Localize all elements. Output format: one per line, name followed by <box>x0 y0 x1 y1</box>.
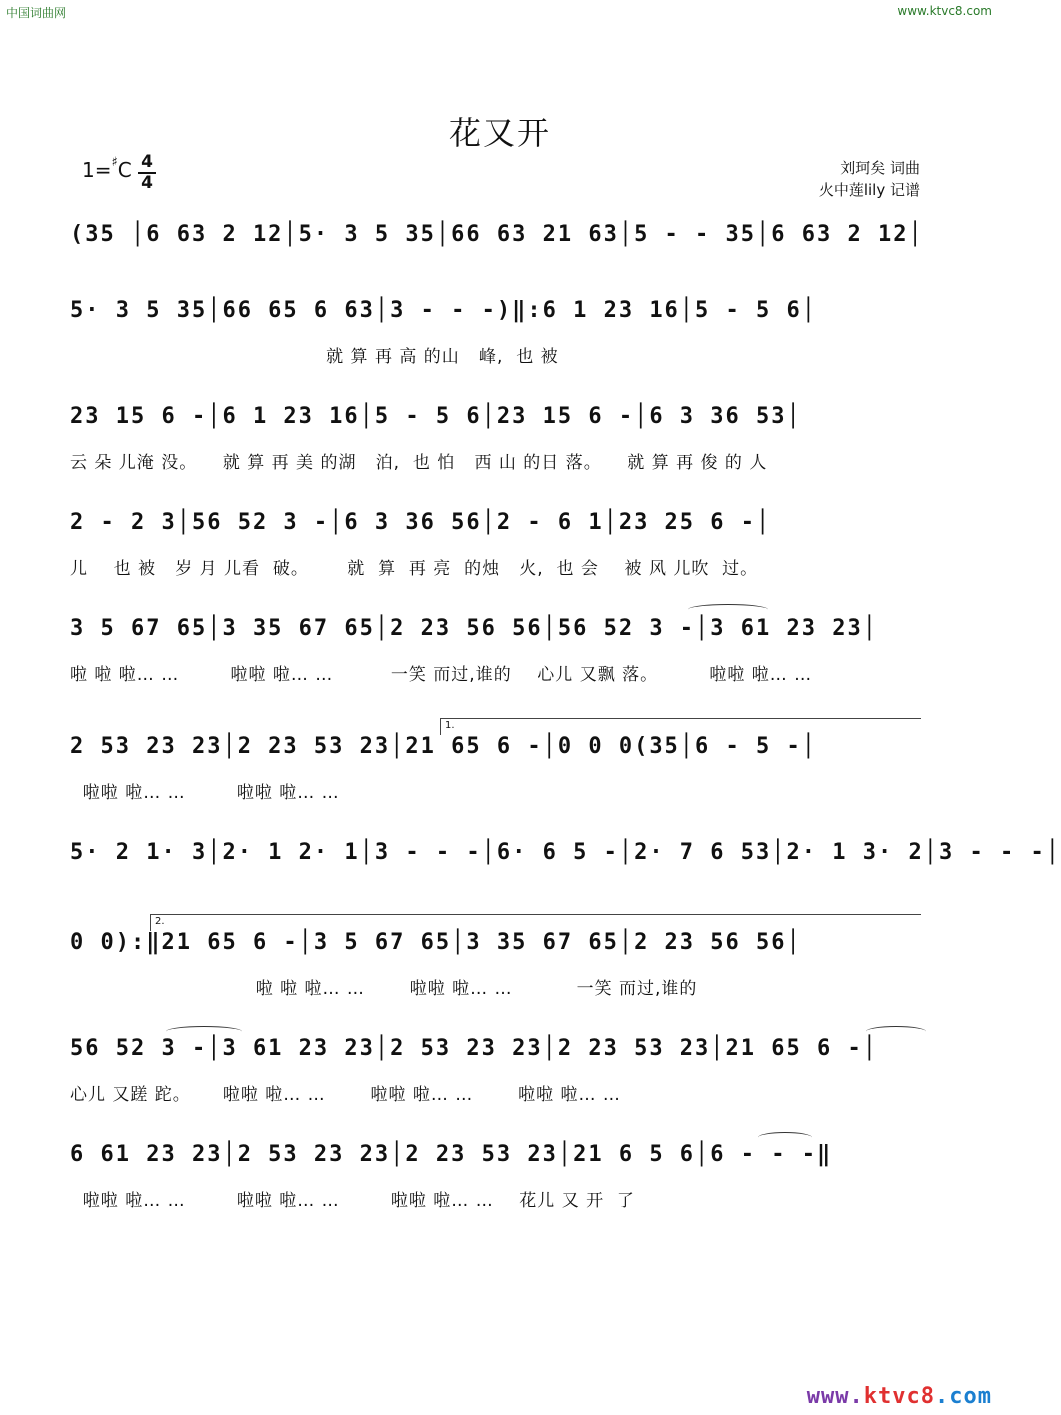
lyric-line: 儿 也 被 岁 月 儿看 破。 就 算 再 亮 的烛 火, 也 会 被 风 儿吹 过。 <box>70 559 759 579</box>
notation-line: 56 52 3 -│3 61 23 23│2 53 23 23│2 23 53 23│21 65 6 -│ <box>70 1036 878 1061</box>
key-note: C <box>117 158 132 182</box>
site-logo-bottom[interactable] <box>807 1384 992 1409</box>
credits <box>819 157 920 201</box>
tie-mark <box>688 604 768 615</box>
site-url-right[interactable]: www.ktvc8.com <box>897 4 992 18</box>
notation-line: 0 0):‖21 65 6 -│3 5 67 65│3 35 67 65│2 23 56 56│ <box>70 930 802 955</box>
lyric-line: 啦 啦 啦… … 啦啦 啦… … 一笑 而过,谁的 心儿 又飘 落。 啦啦 啦… … <box>70 665 813 685</box>
time-signature <box>138 154 156 192</box>
credit-lyrics-music: 刘珂矣 词曲 <box>840 159 920 177</box>
key-prefix: 1= <box>82 158 112 182</box>
credit-notation: 火中莲lily 记谱 <box>818 181 920 199</box>
lyric-line: 心儿 又蹉 跎。 啦啦 啦… … 啦啦 啦… … 啦啦 啦… … <box>70 1085 621 1105</box>
first-ending-label: 1. <box>445 720 455 731</box>
notation-line: 23 15 6 -│6 1 23 16│5 - 5 6│23 15 6 -│6 3 36 53│ <box>70 404 802 429</box>
notation-line: 2 53 23 23│2 23 53 23│21 65 6 -│0 0 0(35│6 - 5 -│ <box>70 734 818 759</box>
lyric-line: 云 朵 儿淹 没。 就 算 再 美 的湖 泊, 也 怕 西 山 的日 落。 就 算 再 俊 的 人 <box>70 453 768 473</box>
lyric-line: 啦 啦 啦… … 啦啦 啦… … 一笑 而过,谁的 <box>70 979 698 999</box>
song-title: 花又开 <box>448 114 551 152</box>
site-name-left[interactable]: 中国词曲网 <box>6 6 67 20</box>
lyric-line <box>70 266 926 292</box>
lyric-line: 啦啦 啦… … 啦啦 啦… … <box>70 783 340 803</box>
lyric-line: 啦啦 啦… … 啦啦 啦… … 啦啦 啦… … 花儿 又 开 了 <box>70 1191 635 1211</box>
key-signature <box>82 155 132 182</box>
logo-part-ktvc8: ktvc8 <box>863 1384 936 1409</box>
first-ending-bracket <box>440 718 921 735</box>
meter-bottom: 4 <box>141 173 153 193</box>
meter-top: 4 <box>141 152 153 172</box>
lyric-line: 就 算 再 高 的山 峰, 也 被 <box>70 347 559 367</box>
notation-line: (35 │6 63 2 12│5· 3 5 35│66 63 21 63│5 - - 35│6 63 2 12│ <box>70 222 924 247</box>
lyric-line <box>70 884 926 910</box>
second-ending-label: 2. <box>155 916 165 927</box>
logo-part-www: www. <box>806 1384 864 1409</box>
notation-line: 3 5 67 65│3 35 67 65│2 23 56 56│56 52 3 -│3 61 23 23│ <box>70 616 878 641</box>
notation-line: 6 61 23 23│2 53 23 23│2 23 53 23│21 6 5 6│6 - - -‖ <box>70 1142 833 1167</box>
logo-part-com: .com <box>935 1384 992 1409</box>
notation-line: 5· 3 5 35│66 65 6 63│3 - - -)‖:6 1 23 16│5 - 5 6│ <box>70 298 818 323</box>
sharp-sign: ♯ <box>111 155 118 170</box>
notation-line: 5· 2 1· 3│2· 1 2· 1│3 - - -│6· 6 5 -│2· 7 6 53│2· 1 3· 2│3 - - -│ <box>70 840 1061 865</box>
second-ending-bracket <box>150 914 921 931</box>
notation-line: 2 - 2 3│56 52 3 -│6 3 36 56│2 - 6 1│23 25 6 -│ <box>70 510 772 535</box>
